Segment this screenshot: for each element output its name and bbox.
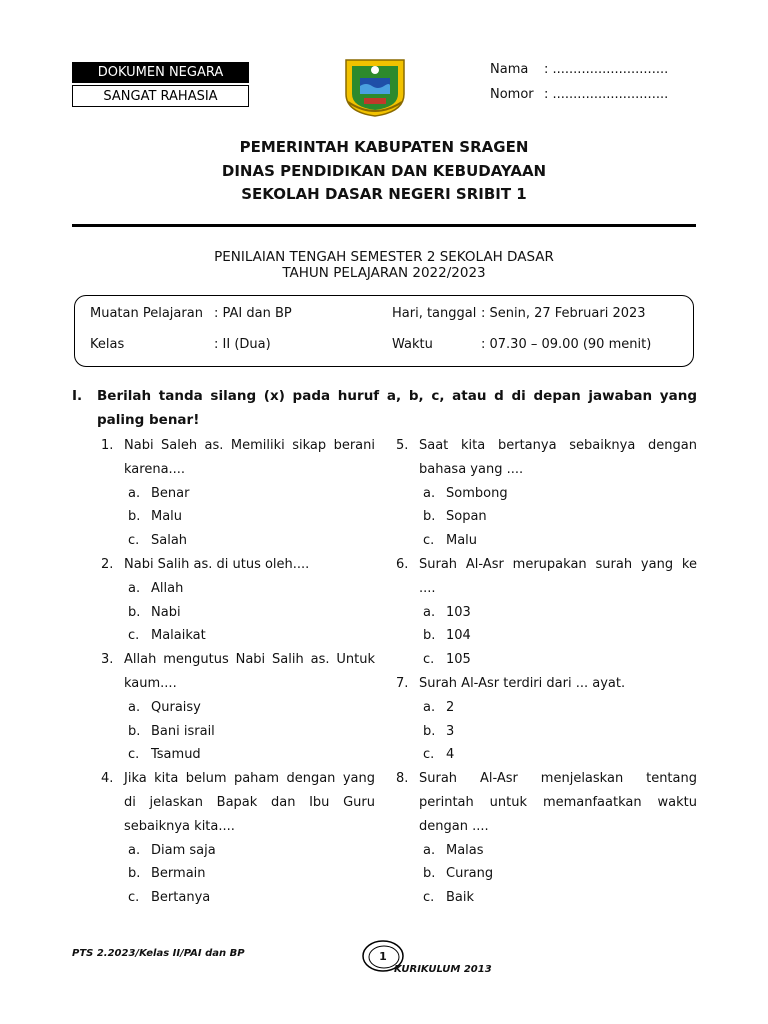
option-text: Malu [446, 533, 478, 549]
option-letter[interactable]: b. [423, 866, 436, 882]
option-letter[interactable]: c. [128, 533, 140, 549]
question-text: Saat kita bertanya sebaiknya dengan [419, 438, 697, 453]
page-number: 1 [379, 950, 387, 963]
section-number: I. [72, 388, 83, 404]
question-text: Nabi Saleh as. Memiliki sikap berani [124, 438, 375, 453]
option-letter[interactable]: b. [423, 628, 436, 644]
header-divider [72, 224, 696, 227]
option-letter[interactable]: c. [128, 747, 140, 763]
option-text: Baik [446, 890, 475, 906]
option-text: Allah [151, 580, 184, 596]
option-letter[interactable]: a. [128, 580, 141, 596]
question-number: 2. [101, 557, 114, 572]
option-letter[interactable]: a. [128, 699, 141, 715]
question-text: sebaiknya kita.... [124, 818, 235, 834]
waktu-label: Waktu [392, 337, 433, 352]
option-text: Bertanya [151, 890, 211, 906]
question-text: di jelaskan Bapak dan Ibu Guru [124, 795, 375, 810]
option-text: Malas [446, 842, 484, 858]
option-letter[interactable]: c. [423, 652, 435, 668]
question-number: 5. [396, 438, 409, 453]
question-text: perintah untuk memanfaatkan waktu [419, 795, 697, 810]
question-text: Surah Al-Asr merupakan surah yang ke [419, 557, 697, 572]
option-letter[interactable]: c. [423, 747, 435, 763]
option-letter[interactable]: c. [423, 533, 435, 549]
option-text: Sombong [446, 485, 508, 501]
option-text: Quraisy [151, 699, 201, 715]
option-text: Malu [151, 509, 183, 525]
question-text: Allah mengutus Nabi Salih as. Untuk [124, 652, 375, 668]
question-number: 6. [396, 557, 409, 572]
option-letter[interactable]: b. [128, 509, 141, 525]
question-text: kaum.... [124, 676, 177, 691]
waktu-value: : 07.30 – 09.00 (90 menit) [481, 337, 652, 352]
question-number: 8. [396, 771, 409, 787]
option-text: 3 [446, 723, 455, 739]
exam-title-line-2: TAHUN PELAJARAN 2022/2023 [282, 265, 486, 281]
option-text: Diam saja [151, 842, 216, 858]
option-letter[interactable]: c. [128, 628, 140, 644]
question-number: 7. [396, 676, 409, 691]
option-text: 2 [446, 699, 455, 715]
muatan-label: Muatan Pelajaran [90, 306, 203, 321]
question-text: Surah Al-Asr menjelaskan tentang [419, 771, 697, 787]
option-letter[interactable]: a. [423, 485, 436, 501]
nama-label: Nama [490, 62, 529, 77]
option-letter[interactable]: c. [423, 890, 435, 906]
question-number: 3. [101, 652, 114, 668]
header-line-3: SEKOLAH DASAR NEGERI SRIBIT 1 [241, 185, 527, 203]
question-text: dengan .... [419, 818, 489, 834]
option-letter[interactable]: a. [128, 485, 141, 501]
option-letter[interactable]: a. [128, 842, 141, 858]
hari-value: : Senin, 27 Februari 2023 [481, 306, 646, 321]
option-text: 4 [446, 747, 455, 763]
option-letter[interactable]: c. [128, 890, 140, 906]
badge-sangat-rahasia: SANGAT RAHASIA [72, 85, 249, 107]
header-line-2: DINAS PENDIDIKAN DAN KEBUDAYAAN [221, 162, 547, 180]
kelas-value: : II (Dua) [214, 337, 271, 352]
option-text: 104 [446, 628, 471, 644]
option-letter[interactable]: b. [423, 723, 436, 739]
option-letter[interactable]: a. [423, 842, 436, 858]
sragen-emblem-icon [342, 58, 408, 118]
option-letter[interactable]: b. [128, 866, 141, 882]
option-text: Salah [151, 533, 188, 549]
question-number: 1. [101, 438, 114, 453]
question-text: .... [419, 580, 436, 596]
option-letter[interactable]: b. [128, 723, 141, 739]
option-letter[interactable]: b. [128, 604, 141, 620]
badge-dokumen-negara: DOKUMEN NEGARA [72, 62, 249, 83]
header-line-1: PEMERINTAH KABUPATEN SRAGEN [239, 138, 529, 156]
footer-code: PTS 2.2023/Kelas II/PAI dan BP [72, 948, 245, 959]
option-letter[interactable]: b. [423, 509, 436, 525]
question-text: karena.... [124, 461, 186, 477]
instruction-line-2: paling benar! [97, 412, 200, 428]
option-text: Sopan [446, 509, 487, 525]
option-text: Nabi [151, 604, 181, 620]
nomor-label: Nomor [490, 87, 534, 102]
option-text: Benar [151, 485, 190, 501]
nomor-field[interactable]: : ............................ [544, 87, 669, 102]
question-text: Nabi Salih as. di utus oleh.... [124, 557, 310, 572]
footer-curriculum: KURIKULUM 2013 [394, 964, 492, 975]
exam-title-line-1: PENILAIAN TENGAH SEMESTER 2 SEKOLAH DASAR [214, 249, 554, 265]
muatan-value: : PAI dan BP [214, 306, 292, 321]
option-letter[interactable]: a. [423, 699, 436, 715]
option-text: 105 [446, 652, 471, 668]
option-text: Malaikat [151, 628, 206, 644]
nama-field[interactable]: : ............................ [544, 62, 669, 77]
option-text: Tsamud [151, 747, 201, 763]
option-letter[interactable]: a. [423, 604, 436, 620]
option-text: 103 [446, 604, 471, 620]
question-number: 4. [101, 771, 114, 787]
option-text: Bermain [151, 866, 206, 882]
question-text: Jika kita belum paham dengan yang [124, 771, 375, 787]
question-text: bahasa yang .... [419, 461, 524, 477]
option-text: Curang [446, 866, 494, 882]
kelas-label: Kelas [90, 337, 125, 352]
hari-label: Hari, tanggal [392, 306, 477, 321]
instruction-line-1: Berilah tanda silang (x) pada huruf a, b, c, atau d di depan jawaban yang [97, 388, 697, 404]
option-text: Bani israil [151, 723, 215, 739]
question-text: Surah Al-Asr terdiri dari ... ayat. [419, 676, 626, 691]
